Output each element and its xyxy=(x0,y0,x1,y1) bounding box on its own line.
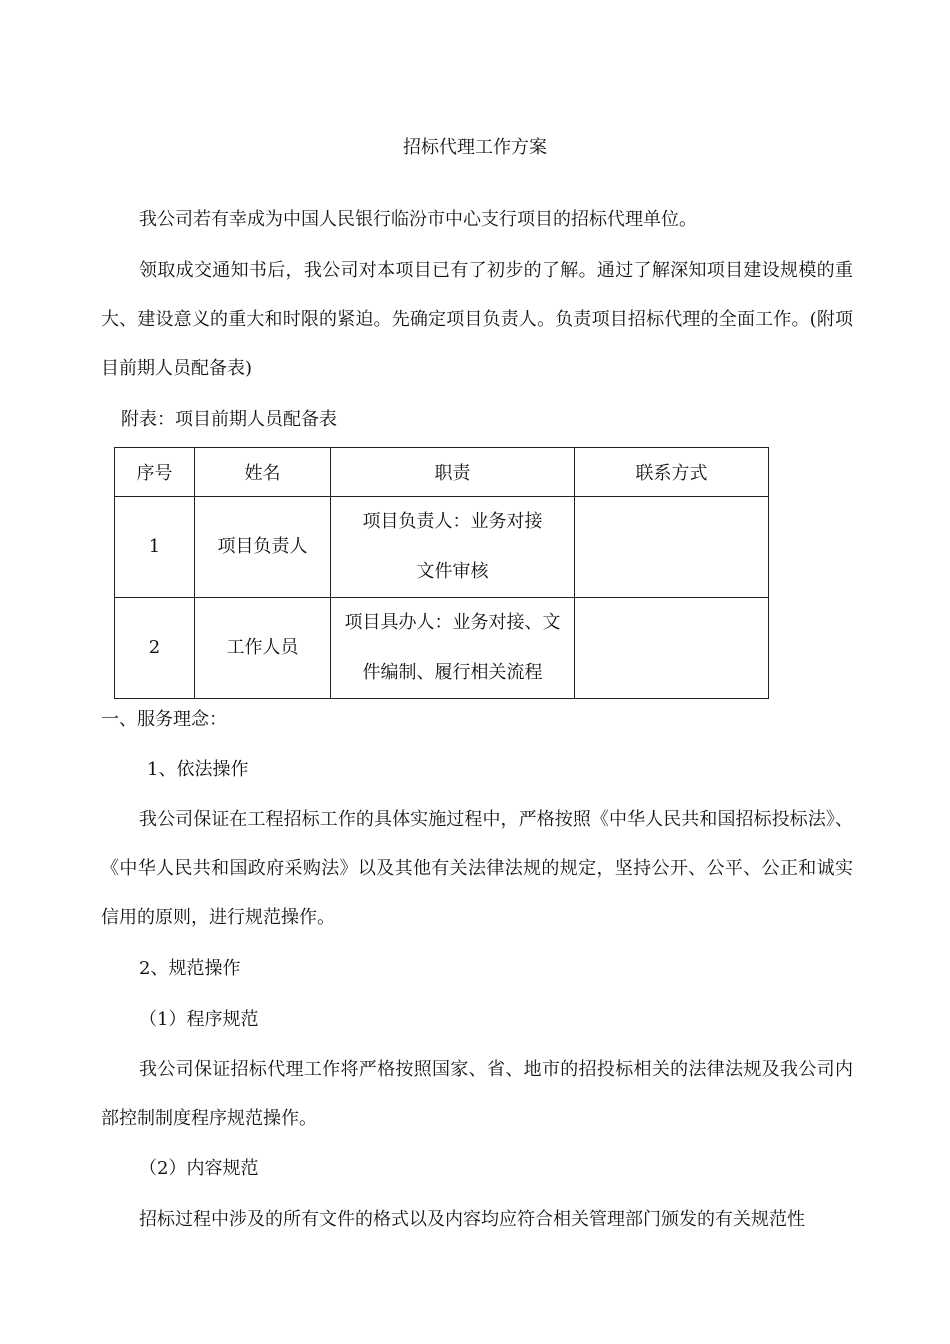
intro-paragraph-2: 领取成交通知书后，我公司对本项目已有了初步的了解。通过了解深知项目建设规模的重大、建设意义的重大和时限的紧迫。先确定项目负责人。负责项目招标代理的全面工作。(附项目前期人员配备表) xyxy=(101,260,853,379)
subsection-heading: 2、规范操作 xyxy=(139,958,241,979)
cell-name: 工作人员 xyxy=(195,598,331,699)
cell-no: 2 xyxy=(115,598,195,699)
procedure-paragraph: 我公司保证招标代理工作将严格按照国家、省、地市的招投标相关的法律法规及我公司内部控制制度程序规范操作。 xyxy=(101,1059,853,1129)
cell-name: 项目负责人 xyxy=(195,497,331,598)
header-no: 序号 xyxy=(115,448,195,497)
header-duty: 职责 xyxy=(331,448,575,497)
cell-no: 1 xyxy=(115,497,195,598)
cell-duty: 项目具办人：业务对接、文件编制、履行相关流程 xyxy=(331,598,575,699)
sub-item-heading: （1）程序规范 xyxy=(139,1009,259,1030)
header-contact: 联系方式 xyxy=(575,448,769,497)
table-row xyxy=(115,497,769,598)
cell-contact xyxy=(575,598,769,699)
intro-paragraph-1: 我公司若有幸成为中国人民银行临汾市中心支行项目的招标代理单位。 xyxy=(139,209,697,230)
section-heading: 一、服务理念： xyxy=(101,709,227,730)
table-caption: 附表：项目前期人员配备表 xyxy=(121,409,337,430)
cell-duty: 项目负责人：业务对接文件审核 xyxy=(331,497,575,598)
lawful-operation-paragraph: 我公司保证在工程招标工作的具体实施过程中，严格按照《中华人民共和国招标投标法》、《中华人民共和国政府采购法》以及其他有关法律法规的规定，坚持公开、公平、公正和诚实信用的原则，进行规范操作。 xyxy=(101,809,853,928)
document-title: 招标代理工作方案 xyxy=(403,137,547,158)
subsection-heading: 1、依法操作 xyxy=(147,759,249,780)
sub-item-heading: （2）内容规范 xyxy=(139,1158,259,1179)
table-row xyxy=(115,598,769,699)
table-header-row xyxy=(115,448,769,497)
cell-contact xyxy=(575,497,769,598)
header-name: 姓名 xyxy=(195,448,331,497)
staff-table xyxy=(114,447,769,699)
content-paragraph: 招标过程中涉及的所有文件的格式以及内容均应符合相关管理部门颁发的有关规范性 xyxy=(139,1209,805,1230)
